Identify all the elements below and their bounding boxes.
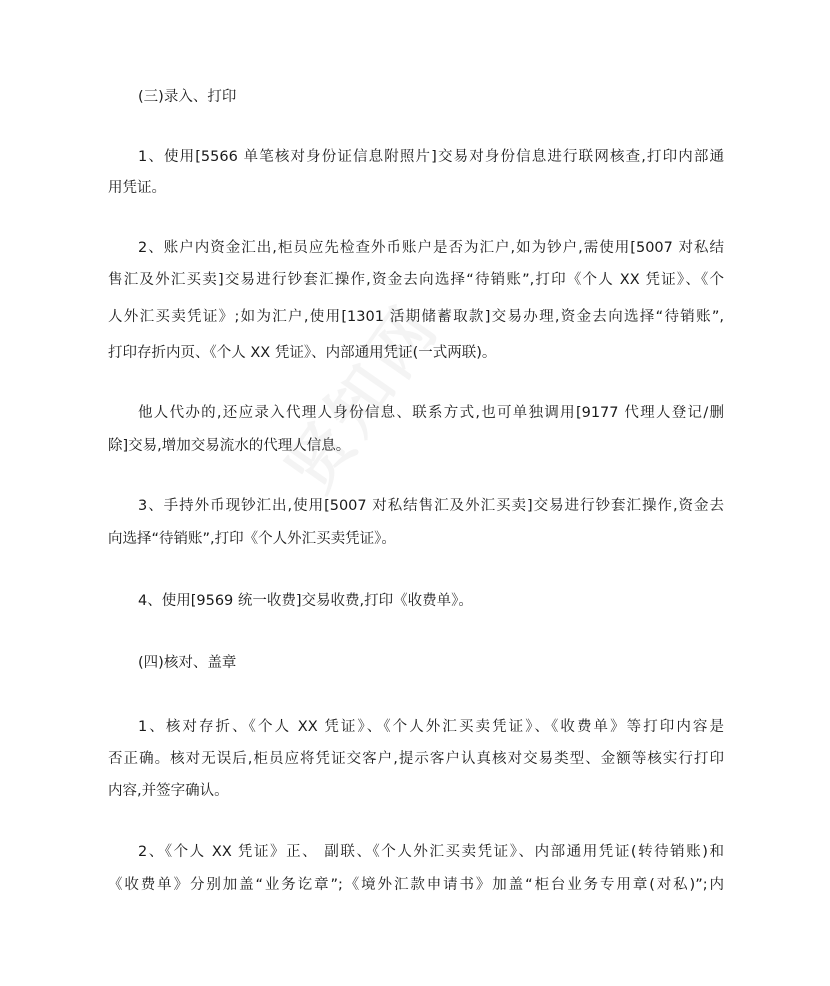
paragraph-line: 2、账户内资金汇出,柜员应先检查外币账户是否为汇户,如为钞户,需使用[5007 对私结 [138,240,724,256]
watermark [261,291,540,570]
paragraph-line: 用凭证。 [108,180,166,196]
paragraph-line: 售汇及外汇买卖]交易进行钞套汇操作,资金去向选择“待销账”,打印《个人 XX 凭证》、《个 [108,272,724,288]
paragraph-line: 2、《个人 XX 凭证》正、 副联、《个人外汇买卖凭证》、内部通用凭证(转待销账)和 [138,844,724,860]
paragraph-line: 他人代办的,还应录入代理人身份信息、联系方式,也可单独调用[9177 代理人登记/删 [138,405,724,421]
paragraph-line: 3、手持外币现钞汇出,使用[5007 对私结售汇及外汇买卖]交易进行钞套汇操作,资金去 [138,498,724,514]
paragraph-line: 《收费单》分别加盖“业务讫章”;《境外汇款申请书》加盖“柜台业务专用章(对私)”;内 [108,877,724,893]
section-heading: (三)录入、打印 [138,89,237,105]
paragraph-line: 1、核对存折、《个人 XX 凭证》、《个人外汇买卖凭证》、《收费单》等打印内容是 [138,719,724,735]
paragraph-line: 打印存折内页、《个人 XX 凭证》、内部通用凭证(一式两联)。 [108,345,497,361]
paragraph-line: 1、使用[5566 单笔核对身份证信息附照片]交易对身份信息进行联网核查,打印内部通 [138,149,724,165]
paragraph-line: 人外汇买卖凭证》;如为汇户,使用[1301 活期储蓄取款]交易办理,资金去向选择“待销账”, [108,309,724,325]
paragraph-line: 4、使用[9569 统一收费]交易收费,打印《收费单》。 [138,593,473,609]
section-heading: (四)核对、盖章 [138,655,237,671]
paragraph-line: 除]交易,增加交易流水的代理人信息。 [108,438,351,454]
paragraph-line: 否正确。核对无误后,柜员应将凭证交客户,提示客户认真核对交易类型、金额等核实行打印 [108,751,724,767]
paragraph-line: 内容,并签字确认。 [108,783,229,799]
paragraph-line: 向选择“待销账”,打印《个人外汇买卖凭证》。 [108,531,396,547]
